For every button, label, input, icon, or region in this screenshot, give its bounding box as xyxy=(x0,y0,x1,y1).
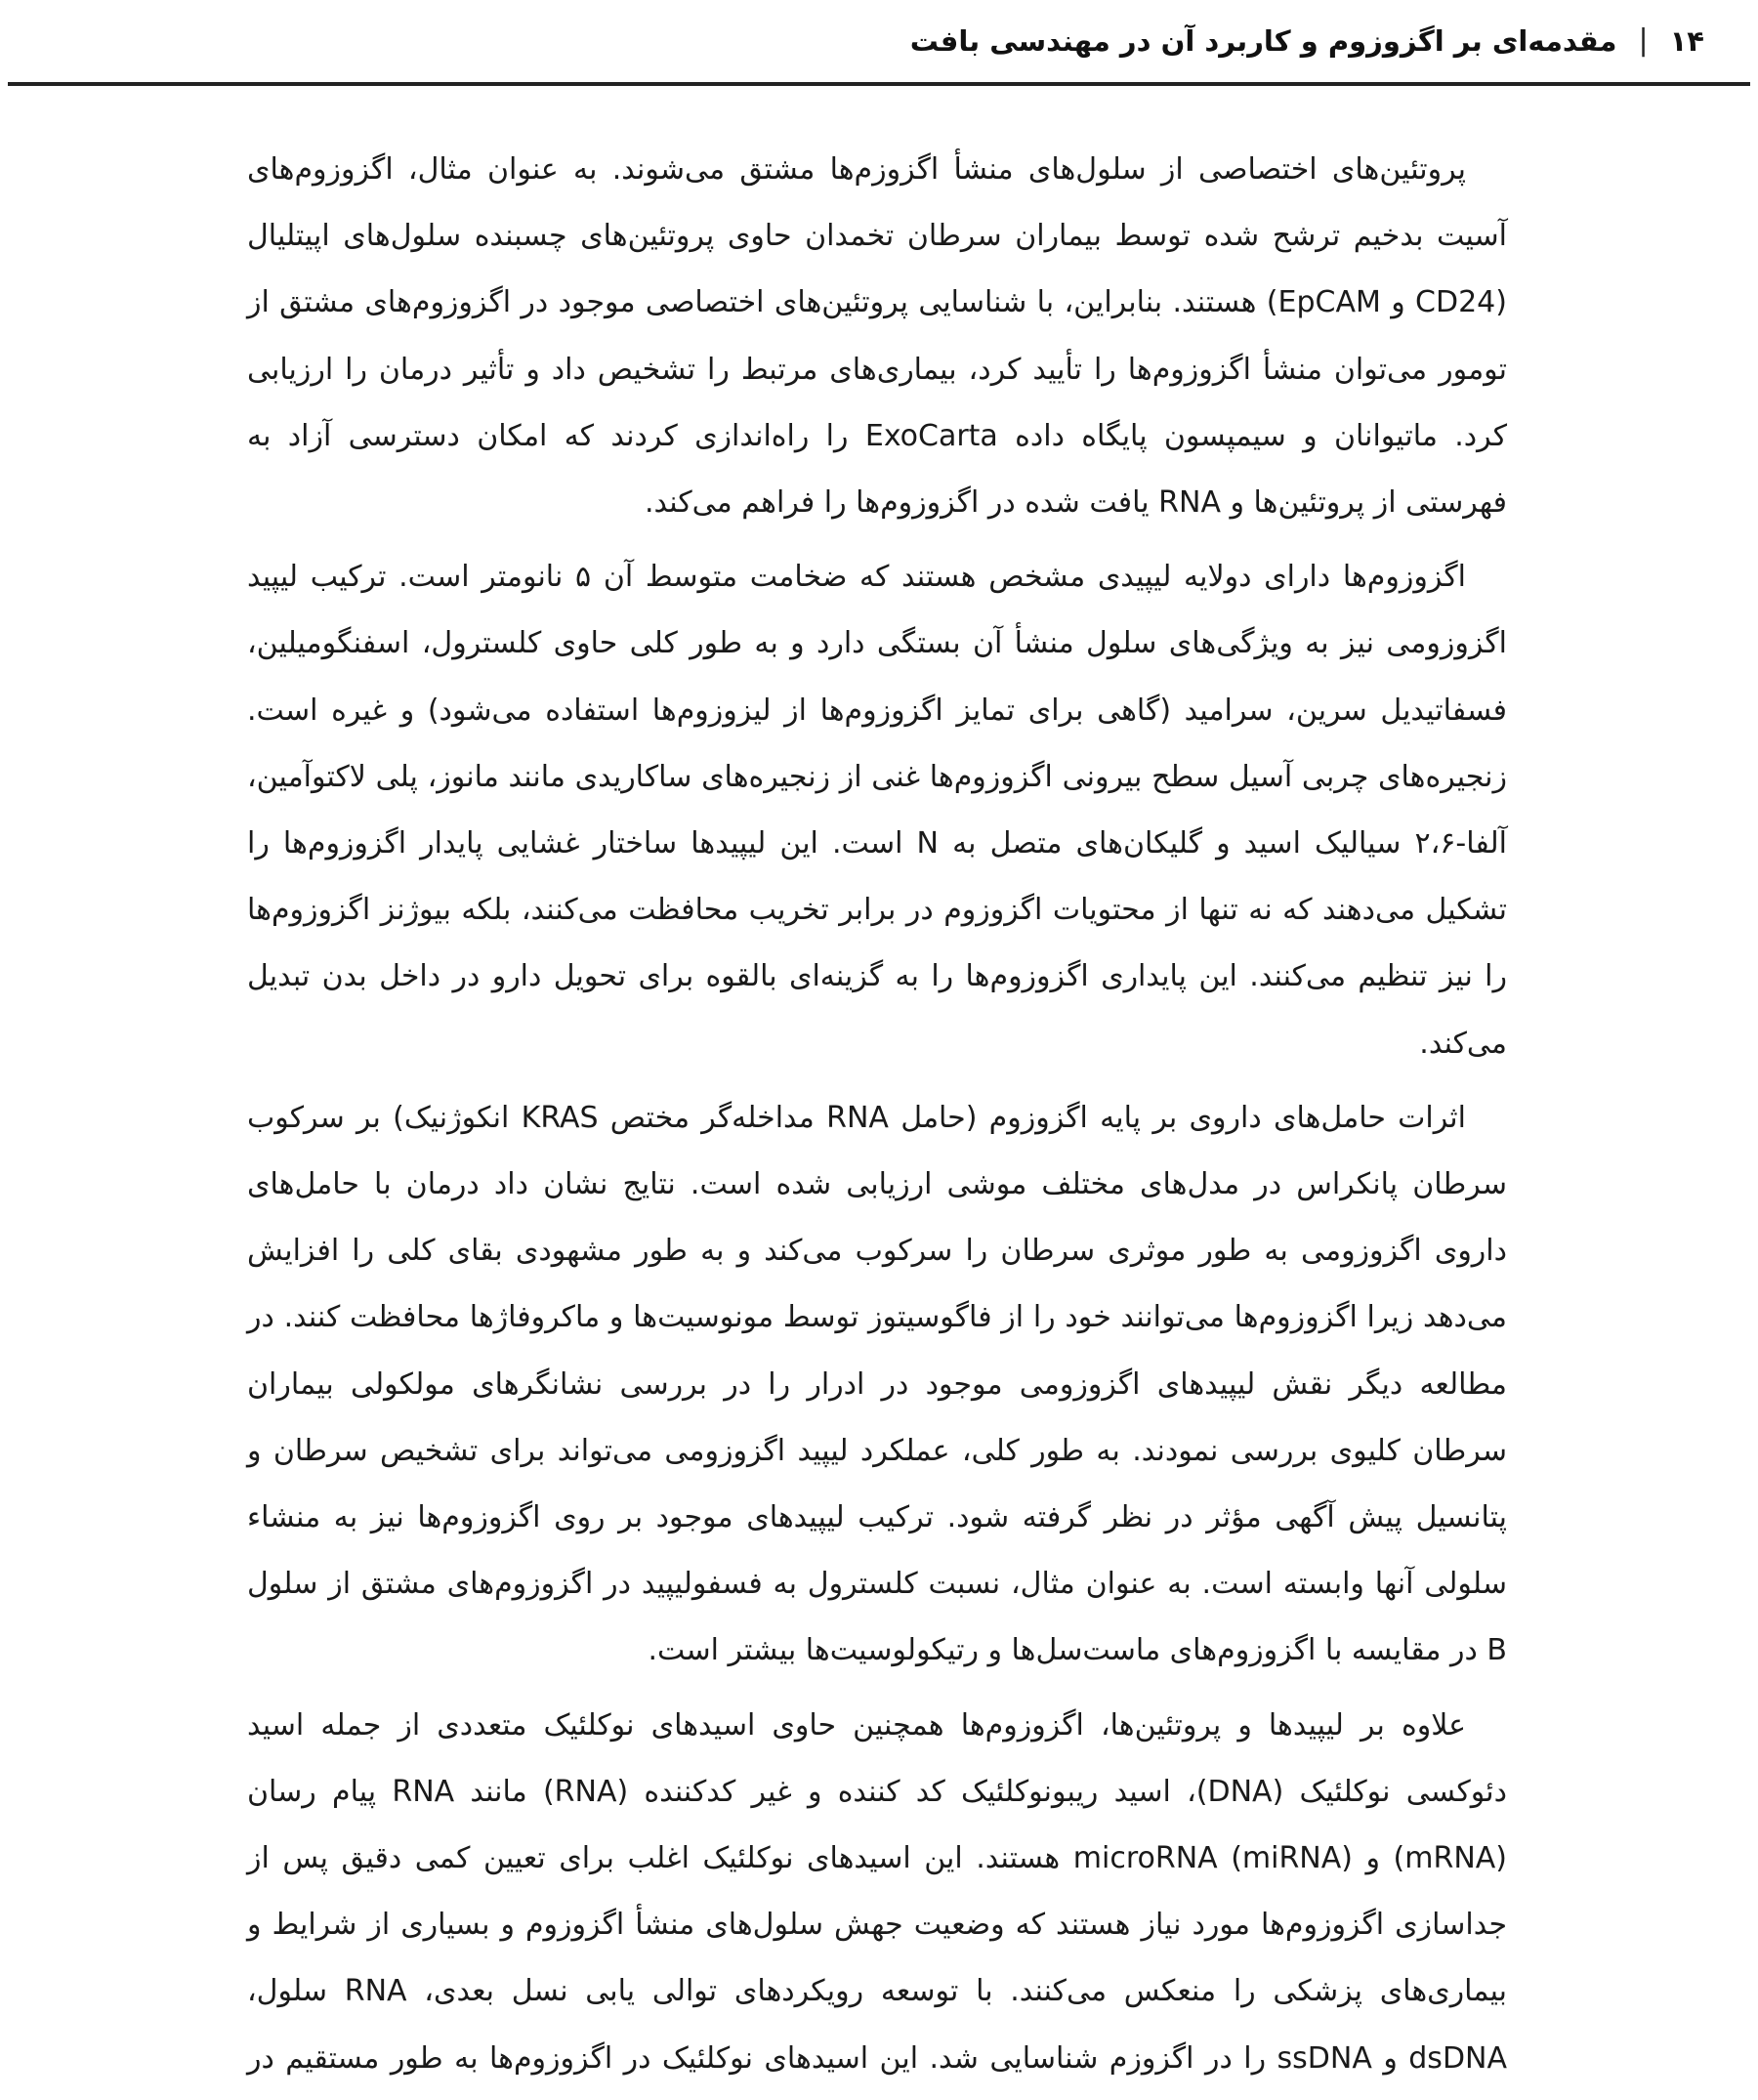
chapter-title: مقدمه‌ای بر اگزوزوم و کاربرد آن در مهندسی بافت xyxy=(909,23,1617,58)
header-rule-line xyxy=(8,82,1750,86)
paragraph-2: اگزوزوم‌ها دارای دولایه لیپیدی مشخص هستند که ضخامت متوسط آن ۵ نانومتر است. ترکیب لیپید اگزوزومی نیز به ویژگی‌های سلول منشأ آن بستگی دارد و به طور کلی حاوی کلسترول، اسفنگومیلین، فسفاتیدیل سرین، سرامید (گاهی برای تمایز اگزوزوم‌ها از لیزوزوم‌ها استفاده می‌شود) و غیره است. زنجیره‌های چربی آسیل سطح بیرونی اگزوزوم‌ها غنی از زنجیره‌های ساکاریدی مانند مانوز، پلی لاکتوآمین، آلفا-۲،۶ سیالیک اسید و گلیکان‌های متصل به N است. این لیپیدها ساختار غشایی پایدار اگزوزوم‌ها را تشکیل می‌دهند که نه تنها از محتویات اگزوزوم در برابر تخریب محافظت می‌کنند، بلکه بیوژنز اگزوزوم‌ها را نیز تنظیم می‌کنند. این پایداری اگزوزوم‌ها را به گزینه‌ای بالقوه برای تحویل دارو در داخل بدن تبدیل می‌کند. xyxy=(247,560,1507,1061)
header-text-group xyxy=(910,23,1704,58)
page-number: ۱۴ xyxy=(1669,23,1704,58)
paragraph-3: اثرات حامل‌های داروی بر پایه اگزوزوم (حامل RNA مداخله‌گر مختص KRAS انکوژنیک) بر سرکوب سرطان پانکراس در مدل‌های مختلف موشی ارزیابی شده است. نتایج نشان داد درمان با حامل‌های داروی اگزوزومی به طور موثری سرطان را سرکوب می‌کند و به طور مشهودی بقای کلی را افزایش می‌دهد زیرا اگزوزوم‌ها می‌توانند خود را از فاگوسیتوز توسط مونوسیت‌ها و ماکروفاژها محافظت کنند. در مطالعه دیگر نقش لیپیدهای اگزوزومی موجود در ادرار را در بررسی نشانگرهای مولکولی بیماران سرطان کلیوی بررسی نمودند. به طور کلی، عملکرد لیپید اگزوزومی می‌تواند برای تشخیص سرطان و پتانسیل پیش آگهی مؤثر در نظر گرفته شود. ترکیب لیپیدهای موجود بر روی اگزوزوم‌ها نیز به منشاء سلولی آنها وابسته است. به عنوان مثال، نسبت کلسترول به فسفولیپید در اگزوزوم‌های مشتق از سلول B در مقایسه با اگزوزوم‌های ماست‌سل‌ها و رتیکولوسیت‌ها بیشتر است. xyxy=(247,1100,1507,1668)
paragraph-4: علاوه بر لیپیدها و پروتئین‌ها، اگزوزوم‌ها همچنین حاوی اسیدهای نوکلئیک متعددی از جمله اسید دئوکسی نوکلئیک (DNA)، اسید ریبونوکلئیک کد کننده و غیر کدکننده (RNA) مانند RNA پیام رسان (mRNA) و microRNA (miRNA) هستند. این اسیدهای نوکلئیک اغلب برای تعیین کمی دقیق پس از جداسازی اگزوزوم‌ها مورد نیاز هستند که وضعیت جهش سلول‌های منشأ اگزوزوم و بسیاری از شرایط و بیماری‌های پزشکی را منعکس می‌کنند. با توسعه رویکردهای توالی یابی نسل بعدی، RNA سلول، dsDNA و ssDNA را در اگزوزم شناسایی شد. این اسیدهای نوکلئیک در اگزوزوم‌ها به طور مستقیم در xyxy=(247,1707,1508,2076)
header-separator: | xyxy=(1638,23,1649,58)
paragraph-1: پروتئین‌های اختصاصی از سلول‌های منشأ اگزوزم‌ها مشتق می‌شوند. به عنوان مثال، اگزوزوم‌های آسیت بدخیم ترشح شده توسط بیماران سرطان تخمدان حاوی پروتئین‌های چسبنده سلول‌های اپیتلیال (CD24 و EpCAM) هستند. بنابراین، با شناسایی پروتئین‌های اختصاصی موجود در اگزوزوم‌های مشتق از تومور می‌توان منشأ اگزوزوم‌ها را تأیید کرد، بیماری‌های مرتبط را تشخیص داد و تأثیر درمان را ارزیابی کرد. ماتیوانان و سیمپسون پایگاه داده ExoCarta را راه‌اندازی کردند که امکان دسترسی آزاد به فهرستی از پروتئین‌ها و RNA یافت شده در اگزوزوم‌ها را فراهم می‌کند. xyxy=(247,152,1507,521)
running-header xyxy=(0,0,1758,86)
body-text xyxy=(247,137,1507,2100)
